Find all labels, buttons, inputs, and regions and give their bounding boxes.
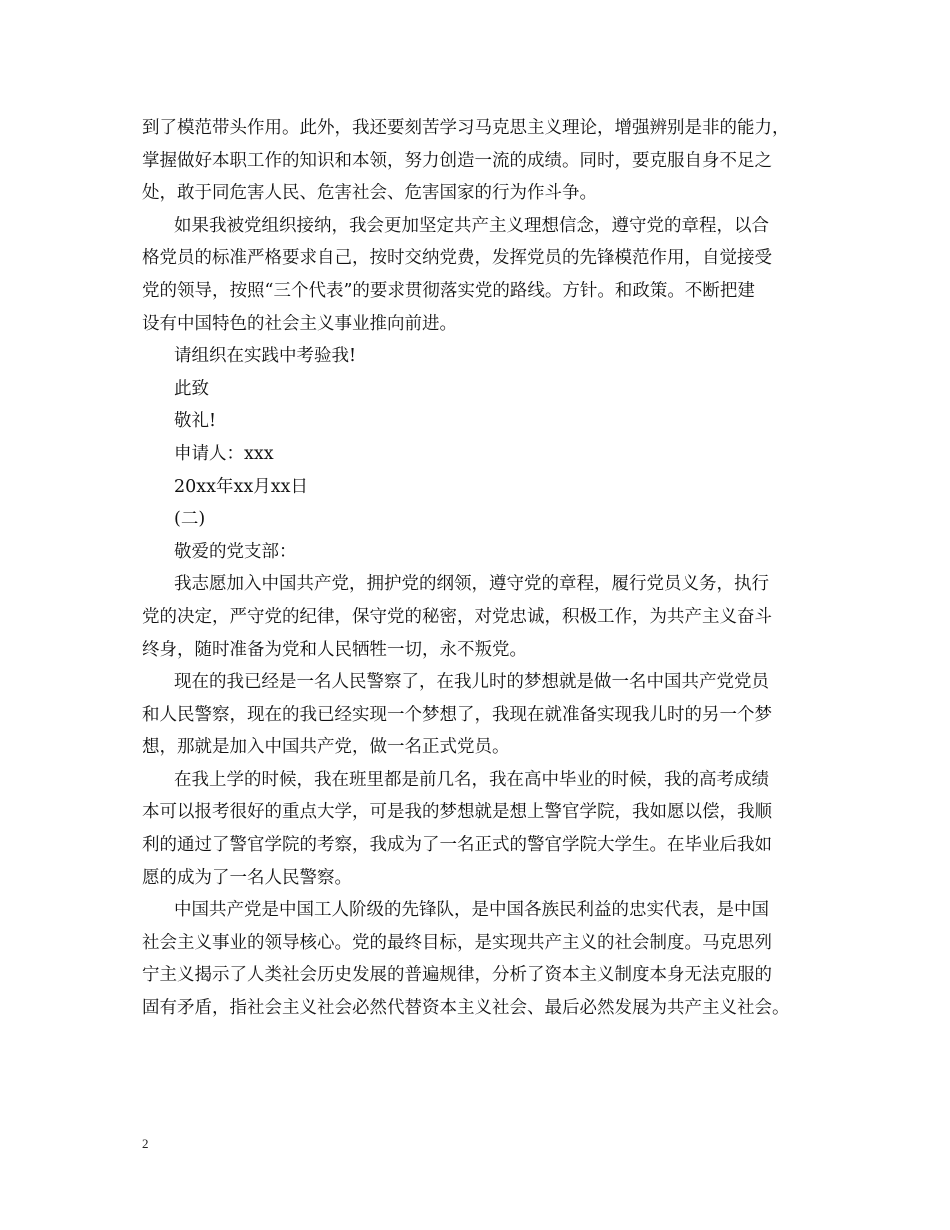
page-number: 2 (142, 1136, 149, 1151)
text-line: 中国共产党是中国工人阶级的先锋队，是中国各族民利益的忠实代表，是中国 (174, 900, 769, 921)
text-line: 固有矛盾，指社会主义社会必然代替资本主义社会、最后必然发展为共产主义社会。 (142, 998, 790, 1019)
text-line: 现在的我已经是一名人民警察了，在我儿时的梦想就是做一名中国共产党党员 (174, 672, 769, 693)
applicant-name: 申请人：xxx (174, 443, 274, 464)
text-line: 设有中国特色的社会主义事业推向前进。 (142, 313, 457, 334)
application-date: 20xx年xx月xx日 (174, 476, 308, 497)
text-line: 愿的成为了一名人民警察。 (142, 867, 352, 888)
text-line: 终身，随时准备为党和人民牺牲一切，永不叛党。 (142, 639, 527, 660)
text-line: 处，敢于同危害人民、危害社会、危害国家的行为作斗争。 (142, 183, 597, 204)
text-line: 如果我被党组织接纳，我会更加坚定共产主义理想信念，遵守党的章程，以合 (174, 215, 769, 236)
greeting: 敬爱的党支部： (174, 541, 297, 562)
text-line: 我志愿加入中国共产党，拥护党的纲领，遵守党的章程，履行党员义务，执行 (174, 574, 769, 595)
closing-salutation: 此致 (174, 378, 209, 399)
text-line: 和人民警察，现在的我已经实现一个梦想了，我现在就准备实现我儿时的另一个梦 (142, 704, 772, 725)
text-line: 宁主义揭示了人类社会历史发展的普遍规律，分析了资本主义制度本身无法克服的 (142, 965, 772, 986)
text-line: 掌握做好本职工作的知识和本领，努力创造一流的成绩。同时，要克服自身不足之 (142, 150, 772, 171)
document-body (142, 112, 827, 1025)
text-line: 在我上学的时候，我在班里都是前几名，我在高中毕业的时候，我的高考成绩 (174, 769, 769, 790)
text-line: 格党员的标准严格要求自己，按时交纳党费，发挥党员的先锋模范作用，自觉接受 (142, 248, 772, 269)
text-line: 党的领导，按照“三个代表”的要求贯彻落实党的路线。方针。和政策。不断把建 (142, 280, 755, 301)
text-line: 想，那就是加入中国共产党，做一名正式党员。 (142, 737, 510, 758)
text-line: 本可以报考很好的重点大学，可是我的梦想就是想上警官学院，我如愿以偿，我顺 (142, 802, 772, 823)
text-line: 社会主义事业的领导核心。党的最终目标，是实现共产主义的社会制度。马克思列 (142, 932, 772, 953)
text-line: 党的决定，严守党的纪律，保守党的秘密，对党忠诚，积极工作，为共产主义奋斗 (142, 606, 772, 627)
text-line: 到了模范带头作用。此外，我还要刻苦学习马克思主义理论，增强辨别是非的能力， (142, 118, 790, 138)
text-line: 请组织在实践中考验我! (174, 346, 357, 367)
closing-regards: 敬礼! (174, 411, 217, 432)
section-heading: (二) (174, 509, 206, 530)
text-line: 利的通过了警官学院的考察，我成为了一名正式的警官学院大学生。在毕业后我如 (142, 835, 772, 856)
